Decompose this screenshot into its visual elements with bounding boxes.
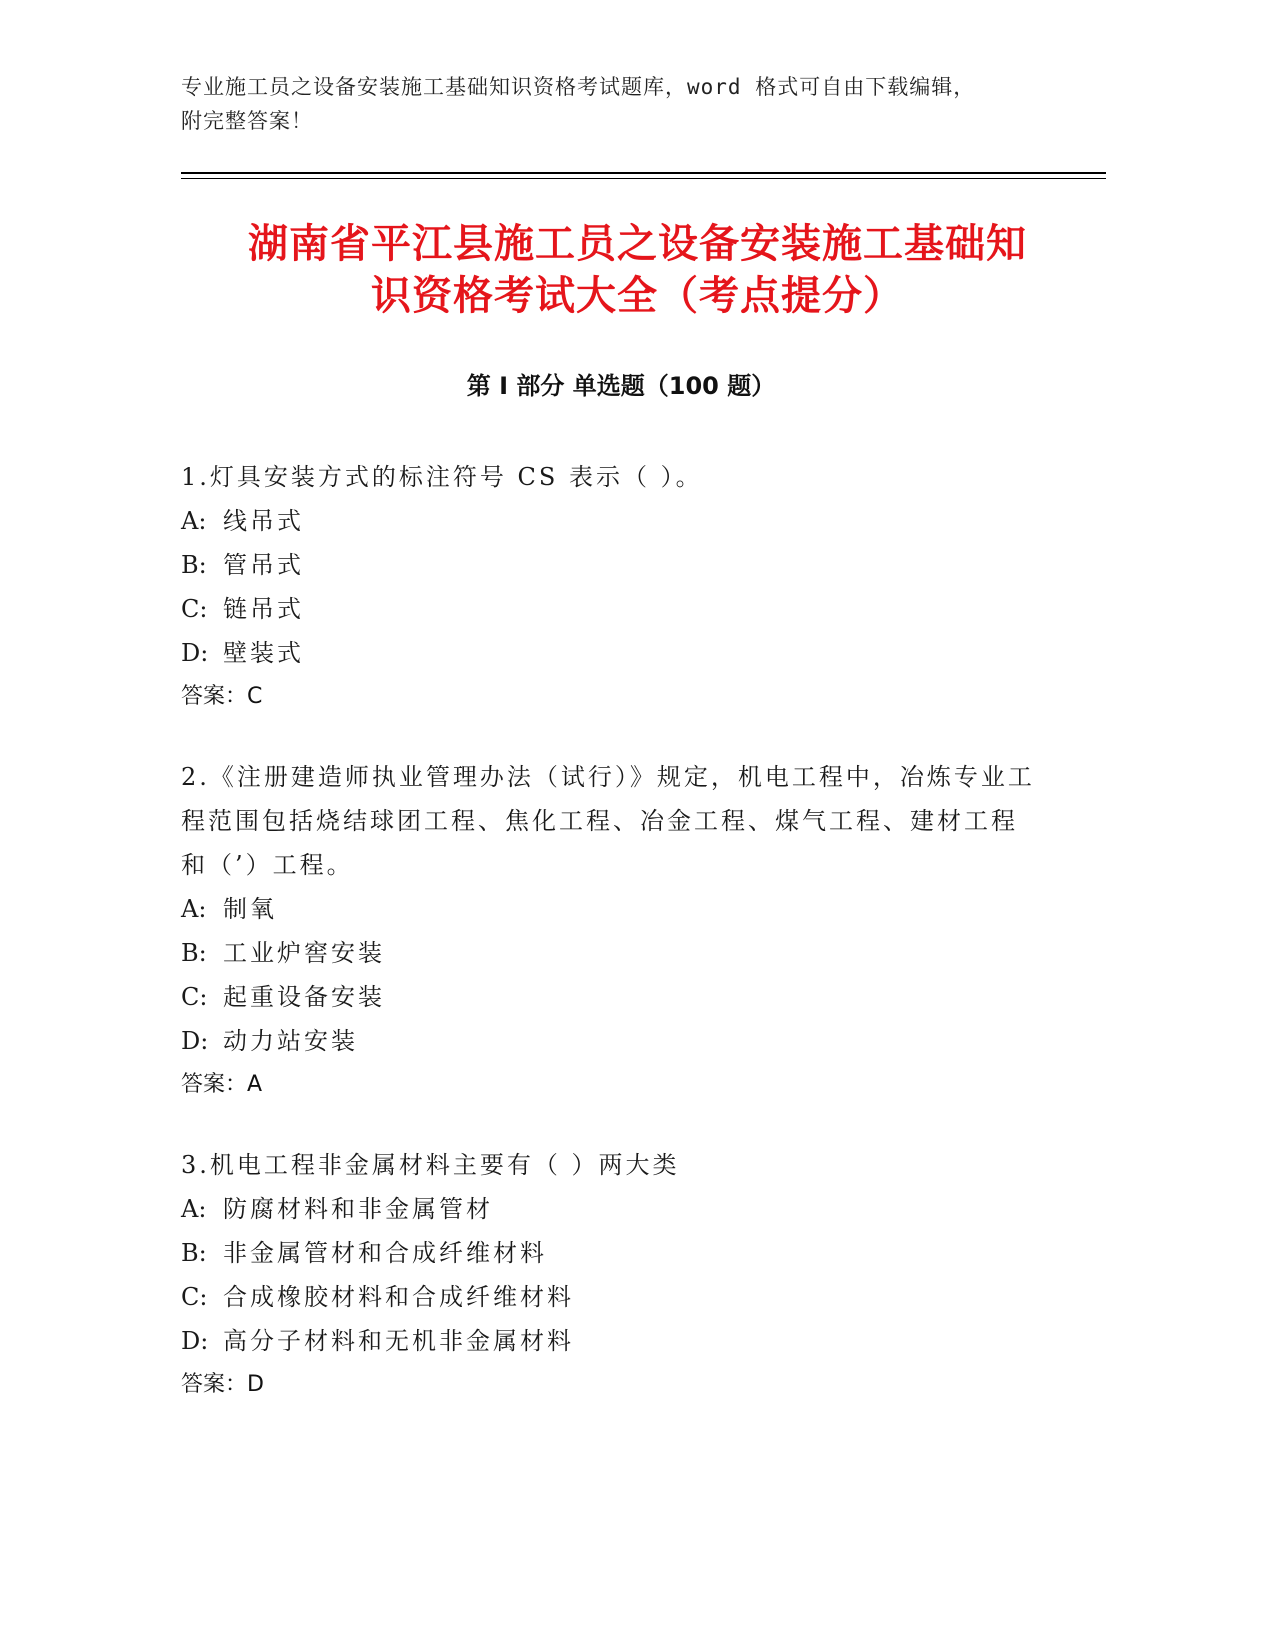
option-key: D: <box>181 1327 209 1355</box>
option-d <box>181 1319 1041 1363</box>
option-c <box>181 1275 1041 1319</box>
answer-text: 答案：A <box>181 1072 263 1097</box>
option-key: B: <box>181 939 207 967</box>
option-a <box>181 1187 1041 1231</box>
question-1 <box>181 455 1041 719</box>
option-c <box>181 587 1041 631</box>
question-stem: 2.《注册建造师执业管理办法（试行）》规定，机电工程中，冶炼专业工程范围包括烧结球团工程、焦化工程、冶金工程、煤气工程、建材工程和（’）工程。 <box>181 763 1035 879</box>
document-title-line2: 识资格考试大全（考点提分） <box>371 273 904 319</box>
option-key: C: <box>181 1283 208 1311</box>
question-2 <box>181 755 1041 1107</box>
question-stem: 3.机电工程非金属材料主要有（ ）两大类 <box>181 1151 680 1179</box>
option-key: D: <box>181 1027 209 1055</box>
option-key: B: <box>181 1239 207 1267</box>
option-key: D: <box>181 639 209 667</box>
option-c <box>181 975 1041 1019</box>
option-a <box>181 887 1041 931</box>
option-d <box>181 1019 1041 1063</box>
header-note-line2: 附完整答案！ <box>181 109 313 133</box>
document-title <box>170 218 1105 322</box>
header-divider-thick <box>181 172 1106 174</box>
header-note <box>181 70 1061 138</box>
option-text: 合成橡胶材料和合成纤维材料 <box>223 1283 574 1311</box>
option-text: 动力站安装 <box>223 1027 358 1055</box>
option-key: A: <box>181 1195 207 1223</box>
document-title-line1: 湖南省平江县施工员之设备安装施工基础知 <box>248 221 1027 267</box>
section-title: 第 I 部分 单选题（100 题） <box>466 372 776 400</box>
answer-text: 答案：C <box>181 684 263 709</box>
answer-text: 答案：D <box>181 1372 264 1397</box>
option-text: 防腐材料和非金属管材 <box>223 1195 493 1223</box>
option-text: 工业炉窖安装 <box>223 939 385 967</box>
option-key: C: <box>181 595 208 623</box>
option-b <box>181 543 1041 587</box>
option-a <box>181 499 1041 543</box>
option-text: 壁装式 <box>223 639 304 667</box>
option-key: A: <box>181 895 207 923</box>
option-b <box>181 1231 1041 1275</box>
header-note-line1: 专业施工员之设备安装施工基础知识资格考试题库，word 格式可自由下载编辑， <box>181 75 976 99</box>
option-key: B: <box>181 551 207 579</box>
option-text: 高分子材料和无机非金属材料 <box>223 1327 574 1355</box>
option-key: C: <box>181 983 208 1011</box>
question-list <box>181 455 1041 1443</box>
option-d <box>181 631 1041 675</box>
header-divider-thin <box>181 178 1106 179</box>
option-key: A: <box>181 507 207 535</box>
option-text: 链吊式 <box>223 595 304 623</box>
option-text: 非金属管材和合成纤维材料 <box>223 1239 547 1267</box>
question-stem: 1.灯具安装方式的标注符号 CS 表示（ ）。 <box>181 463 703 491</box>
option-text: 制氧 <box>223 895 277 923</box>
option-text: 管吊式 <box>223 551 304 579</box>
option-b <box>181 931 1041 975</box>
option-text: 线吊式 <box>223 507 304 535</box>
option-text: 起重设备安装 <box>223 983 385 1011</box>
question-3 <box>181 1143 1041 1407</box>
